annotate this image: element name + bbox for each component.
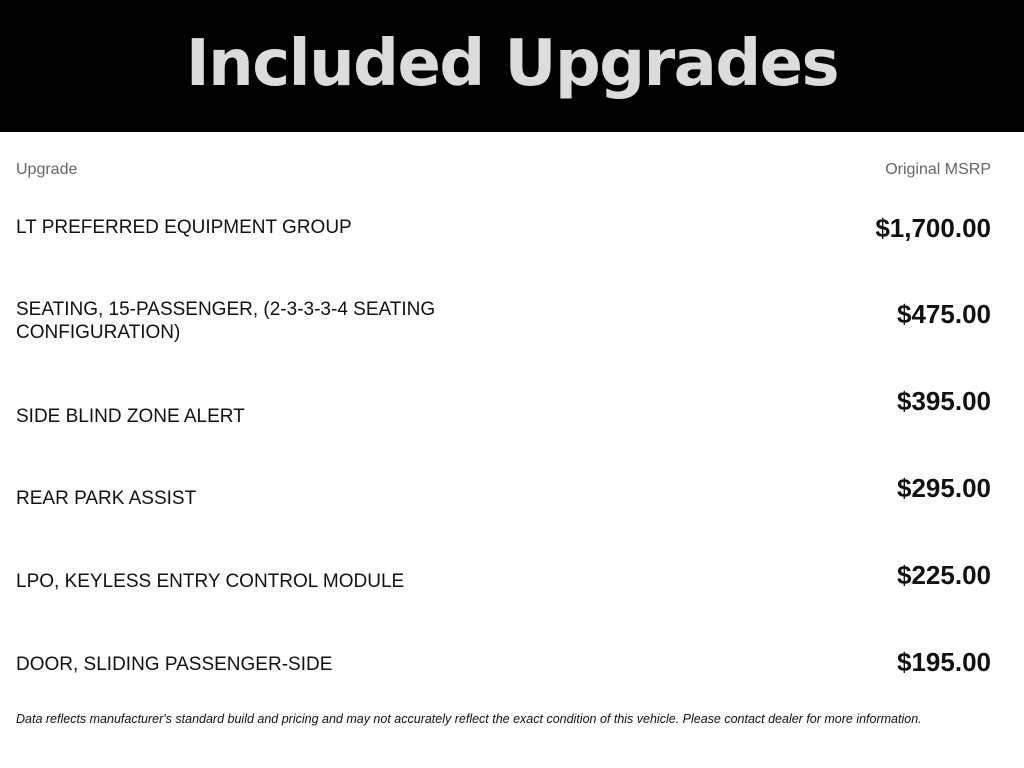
upgrade-price: $225.00 — [897, 560, 991, 590]
upgrade-name: LPO, KEYLESS ENTRY CONTROL MODULE — [16, 571, 405, 592]
column-header-upgrade: Upgrade — [16, 161, 78, 178]
upgrade-price: $1,700.00 — [875, 213, 991, 243]
upgrade-row — [16, 384, 991, 454]
upgrade-row — [16, 645, 991, 715]
disclaimer-text: Data reflects manufacturer's standard build and pricing and may not accurately reflect the exact condition of this vehicle. Please contact dealer for more information. — [16, 712, 922, 726]
upgrade-name: SIDE BLIND ZONE ALERT — [16, 406, 245, 427]
upgrade-name: REAR PARK ASSIST — [16, 488, 197, 509]
upgrade-row — [16, 471, 991, 541]
upgrade-price: $475.00 — [897, 299, 991, 329]
upgrade-row — [16, 213, 991, 283]
upgrade-name: LT PREFERRED EQUIPMENT GROUP — [16, 217, 352, 238]
column-header-msrp: Original MSRP — [885, 161, 991, 178]
upgrade-price: $195.00 — [897, 647, 991, 677]
upgrade-name: DOOR, SLIDING PASSENGER-SIDE — [16, 654, 333, 675]
header-banner — [0, 0, 1024, 132]
upgrade-price: $395.00 — [897, 386, 991, 416]
upgrade-row — [16, 297, 991, 367]
upgrade-price: $295.00 — [897, 473, 991, 503]
upgrade-row — [16, 558, 991, 628]
page-title: Included Upgrades — [185, 27, 839, 101]
upgrade-name: SEATING, 15-PASSENGER, (2-3-3-3-4 SEATING CONFIGURATION) — [16, 299, 436, 343]
